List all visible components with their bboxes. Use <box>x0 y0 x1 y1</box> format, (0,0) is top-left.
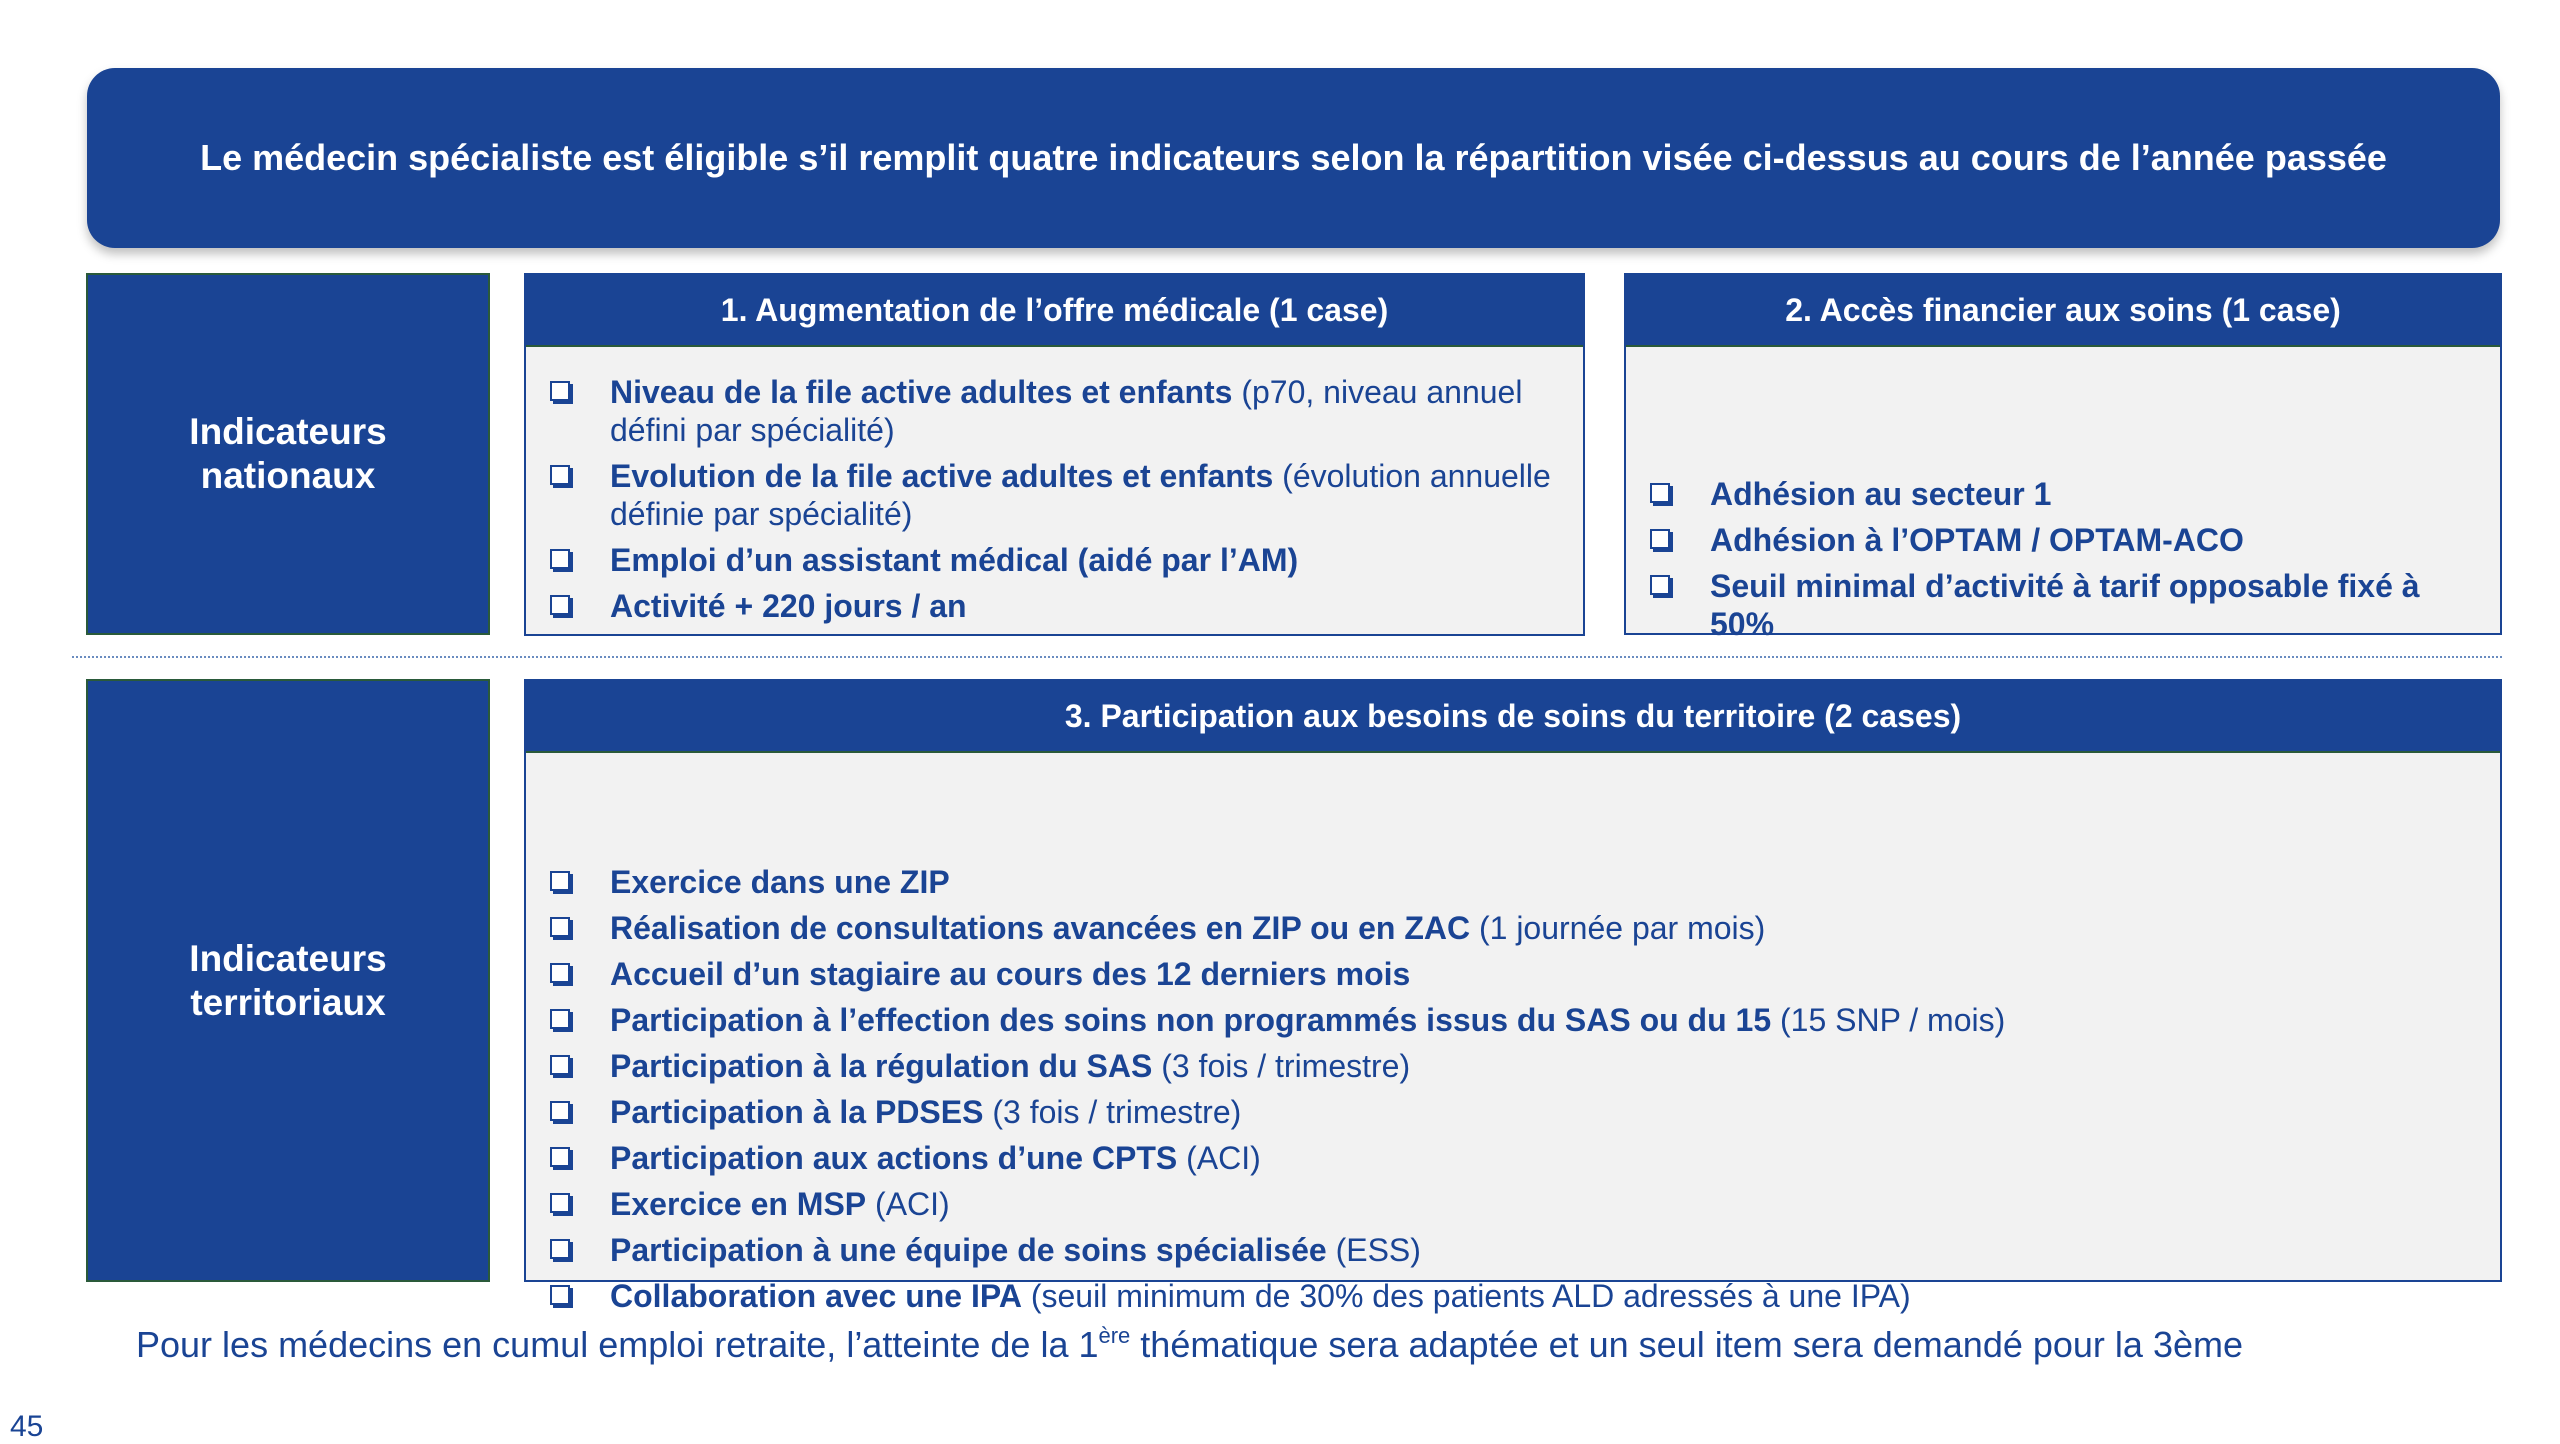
checkbox-icon[interactable] <box>1650 483 1670 503</box>
criteria-list <box>526 753 2500 1315</box>
checkbox-icon[interactable] <box>550 381 570 401</box>
footnote-after: thématique sera adaptée et un seul item sera demandé pour la 3ème <box>1130 1324 2243 1365</box>
checkbox-icon[interactable] <box>550 1055 570 1075</box>
criteria-bold: Participation à la PDSES <box>610 1094 984 1130</box>
criteria-detail: (ESS) <box>1326 1232 1421 1268</box>
checkbox-icon[interactable] <box>550 963 570 983</box>
criteria-detail: (15 SNP / mois) <box>1771 1002 2006 1038</box>
checkbox-icon[interactable] <box>550 917 570 937</box>
checkbox-icon[interactable] <box>550 595 570 615</box>
criteria-detail: (ACI) <box>1177 1140 1261 1176</box>
checkbox-icon[interactable] <box>550 1147 570 1167</box>
criteria-list <box>526 347 1583 625</box>
criteria-bold: Exercice dans une ZIP <box>610 864 950 900</box>
territorial-label-line1: Indicateurs <box>189 937 387 979</box>
checkbox-icon[interactable] <box>550 1009 570 1029</box>
criteria-bold: Participation à la régulation du SAS <box>610 1048 1153 1084</box>
criteria-bold: Evolution de la file active adultes et enfants <box>610 458 1274 494</box>
territorial-label-line2: territoriaux <box>190 981 386 1023</box>
criteria-item <box>1626 567 2470 643</box>
criteria-item <box>526 1093 2470 1131</box>
criteria-item <box>526 1047 2470 1085</box>
criteria-item <box>526 373 1553 449</box>
national-label-line1: Indicateurs <box>189 411 387 452</box>
retiree-footnote <box>136 1323 2243 1366</box>
criteria-item <box>526 457 1553 533</box>
offer-increase-panel <box>524 273 1585 636</box>
criteria-item <box>526 1001 2470 1039</box>
criteria-bold: Collaboration avec une IPA <box>610 1278 1022 1314</box>
criteria-item <box>526 909 2470 947</box>
criteria-item <box>1626 475 2470 513</box>
criteria-detail: (3 fois / trimestre) <box>1152 1048 1411 1084</box>
criteria-bold: Emploi d’un assistant médical (aidé par l’AM) <box>610 542 1299 578</box>
criteria-bold: Adhésion au secteur 1 <box>1710 476 2052 512</box>
checkbox-icon[interactable] <box>550 871 570 891</box>
territory-needs-panel <box>524 679 2502 1314</box>
checkbox-icon[interactable] <box>1650 575 1670 595</box>
criteria-item <box>526 1231 2470 1269</box>
checkbox-icon[interactable] <box>550 1101 570 1121</box>
financial-access-panel <box>1624 273 2502 642</box>
criteria-bold: Adhésion à l’OPTAM / OPTAM-ACO <box>1710 522 2244 558</box>
footnote-superscript: ère <box>1098 1323 1131 1348</box>
checkbox-icon[interactable] <box>550 465 570 485</box>
criteria-item <box>526 1139 2470 1177</box>
criteria-item <box>526 863 2470 901</box>
criteria-item <box>526 1277 2470 1315</box>
section-divider <box>72 656 2502 658</box>
national-indicators-label <box>86 273 490 635</box>
panel-title: 1. Augmentation de l’offre médicale (1 case) <box>526 275 1583 347</box>
footnote-before: Pour les médecins en cumul emploi retraite, l’atteinte de la 1 <box>136 1324 1099 1365</box>
eligibility-banner: Le médecin spécialiste est éligible s’il remplit quatre indicateurs selon la répartition visée ci-dessus au cours de l’année passée <box>87 68 2500 248</box>
criteria-list <box>1626 347 2500 643</box>
criteria-bold: Niveau de la file active adultes et enfants <box>610 374 1233 410</box>
criteria-detail: (p70, niveau annuel défini par spécialité) <box>610 374 1523 448</box>
criteria-bold: Participation aux actions d’une CPTS <box>610 1140 1178 1176</box>
criteria-detail: (1 journée par mois) <box>1470 910 1766 946</box>
criteria-item <box>526 541 1553 579</box>
criteria-item <box>526 1185 2470 1223</box>
national-label-line2: nationaux <box>200 455 376 496</box>
criteria-detail: (3 fois / trimestre) <box>983 1094 1242 1130</box>
page-number: 45 <box>10 1410 44 1443</box>
criteria-item <box>526 955 2470 993</box>
criteria-bold: Accueil d’un stagiaire au cours des 12 derniers mois <box>610 956 1411 992</box>
criteria-detail: (ACI) <box>866 1186 950 1222</box>
criteria-item <box>526 587 1553 625</box>
criteria-bold: Participation à l’effection des soins non programmés issus du SAS ou du 15 <box>610 1002 1772 1038</box>
criteria-bold: Seuil minimal d’activité à tarif opposable fixé à 50% <box>1710 568 2420 642</box>
territorial-indicators-label <box>86 679 490 1282</box>
checkbox-icon[interactable] <box>550 1193 570 1213</box>
panel-title: 3. Participation aux besoins de soins du territoire (2 cases) <box>526 681 2500 753</box>
criteria-bold: Participation à une équipe de soins spécialisée <box>610 1232 1327 1268</box>
criteria-item <box>1626 521 2470 559</box>
checkbox-icon[interactable] <box>550 1285 570 1305</box>
criteria-bold: Activité + 220 jours / an <box>610 588 967 624</box>
checkbox-icon[interactable] <box>1650 529 1670 549</box>
checkbox-icon[interactable] <box>550 549 570 569</box>
criteria-bold: Exercice en MSP <box>610 1186 867 1222</box>
panel-title: 2. Accès financier aux soins (1 case) <box>1626 275 2500 347</box>
checkbox-icon[interactable] <box>550 1239 570 1259</box>
criteria-detail: (seuil minimum de 30% des patients ALD adressés à une IPA) <box>1021 1278 1911 1314</box>
criteria-detail: (évolution annuelle définie par spécialité) <box>610 458 1551 532</box>
criteria-bold: Réalisation de consultations avancées en ZIP ou en ZAC <box>610 910 1471 946</box>
